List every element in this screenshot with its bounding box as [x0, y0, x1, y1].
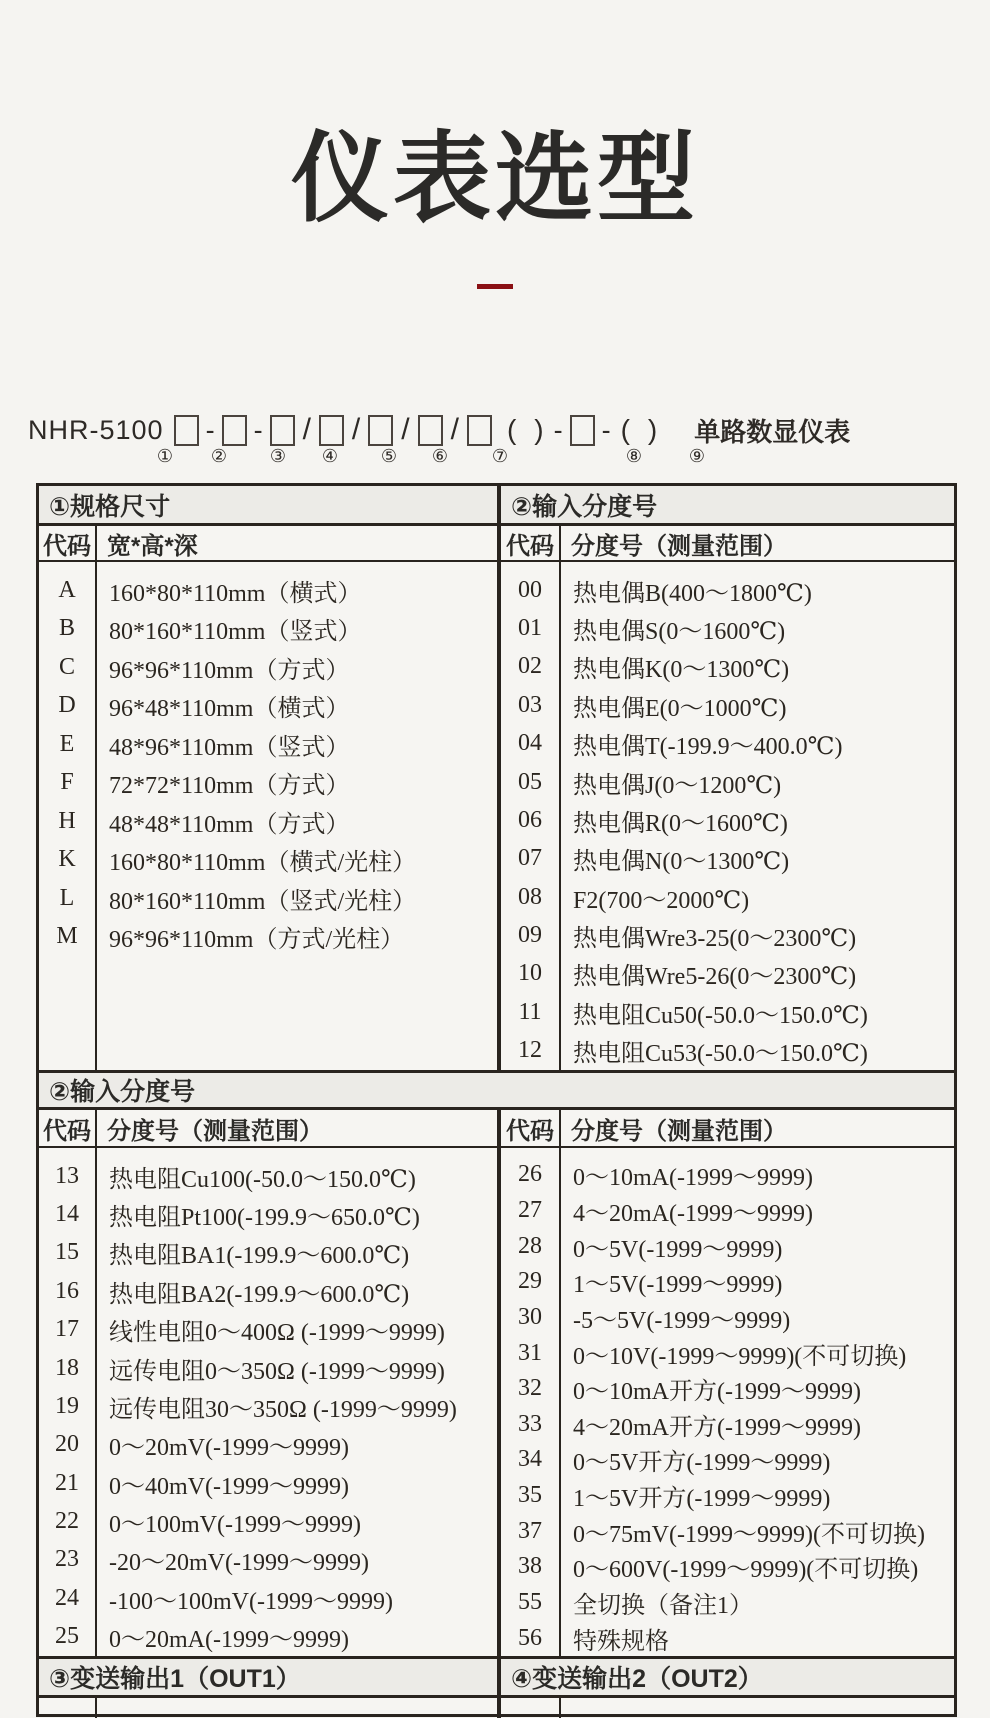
code-cell: D: [58, 692, 76, 719]
description-cell: 热电偶K(0～1300℃): [573, 657, 790, 684]
section3-header-row: [39, 1656, 954, 1698]
description-cell: 0～10mA(-1999～9999): [573, 1165, 813, 1192]
section-title-output1: ③变送输出1（OUT1）: [39, 1659, 501, 1695]
description-cell: 0～40mV(-1999～9999): [109, 1473, 349, 1500]
code-separator: /: [302, 413, 311, 446]
description-cell: 48*96*110mm（竖式）: [109, 734, 350, 761]
code-cell: 55: [518, 1589, 542, 1615]
code-separator: /: [401, 413, 410, 446]
description-cell: -5～5V(-1999～9999): [573, 1307, 791, 1334]
description-cell: 热电偶E(0～1000℃): [573, 695, 787, 722]
description-cell: 80*160*110mm（竖式）: [109, 619, 362, 646]
col-header-code: 代码: [39, 526, 97, 560]
description-cell: 热电偶S(0～1600℃): [573, 619, 786, 646]
description-column: [561, 1148, 954, 1656]
code-cell: 30: [518, 1303, 542, 1330]
product-type-label: 单路数显仪表: [694, 416, 851, 447]
section-title-size: ①规格尺寸: [39, 486, 501, 523]
code-box: [270, 415, 295, 446]
code-box: [418, 415, 443, 446]
code-box: [174, 415, 199, 446]
code-box: [368, 415, 393, 446]
code-cell: 02: [518, 653, 542, 680]
code-cell: 22: [55, 1508, 79, 1535]
description-cell: 160*80*110mm（横式/光柱）: [109, 850, 417, 877]
code-cell: C: [58, 653, 75, 680]
code-cell: H: [58, 807, 76, 834]
col-header-dimensions: 宽*高*深: [97, 526, 501, 560]
description-column: [561, 562, 954, 1070]
position-marker: ①: [156, 446, 174, 466]
code-separator: -: [253, 414, 263, 445]
code-cell: 28: [518, 1232, 542, 1259]
code-separator: ): [534, 414, 544, 445]
code-cell: 32: [518, 1375, 542, 1402]
code-cell: L: [59, 884, 75, 911]
position-markers: [28, 446, 748, 468]
position-marker: ④: [321, 446, 339, 466]
code-cell: 37: [518, 1517, 542, 1544]
description-cell: 160*80*110mm（横式）: [109, 580, 362, 607]
code-cell: F: [60, 769, 74, 796]
code-cell: A: [58, 576, 76, 603]
description-cell: 4～20mA开方(-1999～9999): [573, 1414, 861, 1441]
code-cell: 21: [55, 1469, 79, 1496]
code-cell: 26: [518, 1161, 542, 1188]
code-cell: 03: [518, 691, 542, 718]
code-separator: -: [553, 414, 563, 445]
description-cell: 80*160*110mm（竖式/光柱）: [109, 888, 417, 915]
section2-column-headers: [39, 1110, 954, 1148]
description-cell: 热电偶Wre3-25(0～2300℃): [573, 926, 857, 953]
code-separator: /: [450, 413, 459, 446]
section2-header-row: ②输入分度号: [39, 1070, 954, 1110]
description-cell: 0～600V(-1999～9999)(不可切换): [573, 1557, 919, 1584]
description-cell: 0～100mV(-1999～9999): [109, 1512, 361, 1539]
code-box: [319, 415, 344, 446]
description-cell: 热电偶N(0～1300℃): [573, 849, 790, 876]
col-header-code: 代码: [501, 526, 561, 560]
code-box: [570, 415, 595, 446]
code-cell: 35: [518, 1482, 542, 1509]
position-marker: ⑨: [688, 446, 706, 466]
code-cell: 18: [55, 1354, 79, 1381]
description-cell: F2(700～2000℃): [573, 887, 750, 914]
code-separator: (: [620, 414, 630, 445]
position-marker: ⑥: [431, 446, 449, 466]
description-cell: 热电阻Cu100(-50.0～150.0℃): [109, 1166, 416, 1193]
description-column: [97, 562, 497, 1070]
description-cell: 远传电阻0～350Ω (-1999～9999): [109, 1358, 445, 1385]
code-cell: 34: [518, 1446, 542, 1473]
section-title-input-division: ②输入分度号: [511, 492, 658, 521]
code-separator: /: [351, 413, 361, 446]
code-cell: 20: [55, 1431, 79, 1458]
code-cell: 23: [55, 1546, 79, 1573]
code-cell: 11: [518, 998, 542, 1025]
description-cell: 线性电阻0～400Ω (-1999～9999): [109, 1320, 445, 1347]
model-prefix: NHR-5100: [28, 414, 164, 445]
description-cell: 1～5V开方(-1999～9999): [573, 1486, 831, 1513]
code-cell: 00: [518, 576, 542, 603]
description-cell: 远传电阻30～350Ω (-1999～9999): [109, 1396, 457, 1423]
description-cell: 48*48*110mm（方式）: [109, 811, 350, 838]
code-cell: 06: [518, 806, 542, 833]
input-codes-table-00-12: [501, 562, 954, 1070]
description-cell: 热电阻Cu53(-50.0～150.0℃): [573, 1041, 868, 1068]
position-marker: ③: [269, 446, 287, 466]
description-cell: 72*72*110mm（方式）: [109, 773, 350, 800]
code-cell: M: [56, 923, 78, 950]
code-cell: 33: [518, 1410, 542, 1437]
description-cell: 1～5V(-1999～9999): [573, 1272, 783, 1299]
col-header-division-range: 分度号（测量范围）: [97, 1110, 501, 1146]
code-cell: K: [58, 846, 76, 873]
code-cell: 16: [55, 1277, 79, 1304]
code-cell: 24: [55, 1584, 79, 1611]
selection-table: [36, 483, 957, 1717]
page-title: 仪表选型: [290, 123, 699, 233]
description-cell: 0～5V开方(-1999～9999): [573, 1450, 831, 1477]
description-cell: -100～100mV(-1999～9999): [109, 1588, 393, 1615]
code-cell: 31: [518, 1339, 542, 1366]
col-header-code: 代码: [501, 1110, 561, 1146]
title-accent-dash: [477, 284, 513, 289]
code-cell: 07: [518, 845, 542, 872]
position-marker: ⑤: [380, 446, 398, 466]
description-cell: 0～75mV(-1999～9999)(不可切换): [573, 1521, 925, 1548]
code-cell: 01: [518, 615, 542, 642]
code-cell: E: [59, 730, 75, 757]
description-cell: -20～20mV(-1999～9999): [109, 1550, 369, 1577]
description-cell: 热电阻Cu50(-50.0～150.0℃): [573, 1002, 868, 1029]
description-cell: 热电阻BA1(-199.9～600.0℃): [109, 1243, 410, 1270]
code-separator: ): [647, 414, 658, 445]
code-column: [39, 1148, 97, 1656]
col-header-code: 代码: [39, 1110, 97, 1146]
section2-body: [39, 1148, 954, 1656]
code-cell: 17: [55, 1316, 79, 1343]
code-column: [501, 1148, 561, 1656]
code-cell: 14: [55, 1201, 79, 1228]
col-header-division-range: 分度号（测量范围）: [571, 1117, 787, 1145]
description-cell: 96*48*110mm（横式）: [109, 696, 350, 723]
description-cell: 热电偶J(0～1200℃): [573, 772, 782, 799]
section-title-output2: ④变送输出2（OUT2）: [511, 1665, 763, 1693]
code-box: [222, 415, 247, 446]
size-codes-table: [39, 562, 501, 1070]
input-codes-table-13-25: [39, 1148, 501, 1656]
section1-body: [39, 562, 954, 1070]
description-cell: 96*96*110mm（方式）: [109, 657, 350, 684]
description-cell: 0～10V(-1999～9999)(不可切换): [573, 1343, 907, 1370]
description-cell: 96*96*110mm（方式/光柱）: [109, 927, 405, 954]
code-cell: 38: [518, 1553, 542, 1580]
description-cell: 0～20mA(-1999～9999): [109, 1627, 349, 1654]
code-cell: 25: [55, 1623, 79, 1650]
code-box: [467, 415, 492, 446]
partial-row: [39, 1698, 954, 1718]
code-cell: B: [58, 615, 75, 642]
section1-column-headers: [39, 526, 954, 562]
code-cell: 13: [55, 1162, 79, 1189]
description-cell: 热电偶T(-199.9～400.0℃): [573, 734, 843, 761]
code-cell: 12: [518, 1037, 542, 1064]
code-cell: 27: [518, 1196, 542, 1223]
code-cell: 15: [55, 1239, 79, 1266]
description-cell: 热电偶Wre5-26(0～2300℃): [573, 964, 857, 991]
model-code-boxes: [168, 413, 667, 447]
col-header-division-range: 分度号（测量范围）: [571, 532, 787, 560]
description-cell: 热电阻Pt100(-199.9～650.0℃): [109, 1205, 420, 1232]
code-separator: (: [506, 414, 517, 445]
code-cell: 09: [518, 922, 542, 949]
code-cell: 29: [518, 1268, 542, 1295]
description-cell: 特殊规格: [573, 1628, 669, 1655]
code-cell: 04: [518, 730, 542, 757]
position-marker: ⑧: [625, 446, 643, 466]
code-separator: -: [601, 414, 611, 445]
input-codes-table-26-56: [501, 1148, 954, 1656]
description-cell: 0～5V(-1999～9999): [573, 1236, 783, 1263]
position-marker: ②: [210, 446, 228, 466]
position-marker: ⑦: [491, 446, 509, 466]
code-column: [501, 562, 561, 1070]
description-cell: 0～10mA开方(-1999～9999): [573, 1379, 861, 1406]
code-separator: -: [205, 414, 215, 445]
description-cell: 4～20mA(-1999～9999): [573, 1200, 813, 1227]
description-cell: 热电偶R(0～1600℃): [573, 810, 788, 837]
code-cell: 05: [518, 768, 542, 795]
description-cell: 全切换（备注1）: [573, 1593, 753, 1619]
description-cell: 热电偶B(400～1800℃): [573, 580, 812, 607]
code-cell: 56: [518, 1624, 542, 1651]
code-column: [39, 562, 97, 1070]
description-cell: 0～20mV(-1999～9999): [109, 1435, 349, 1462]
description-cell: 热电阻BA2(-199.9～600.0℃): [109, 1281, 410, 1308]
code-cell: 08: [518, 883, 542, 910]
description-column: [97, 1148, 497, 1656]
section1-header-row: [39, 486, 954, 526]
code-cell: 10: [518, 960, 542, 987]
code-cell: 19: [55, 1392, 79, 1419]
model-code-line: [28, 412, 850, 448]
